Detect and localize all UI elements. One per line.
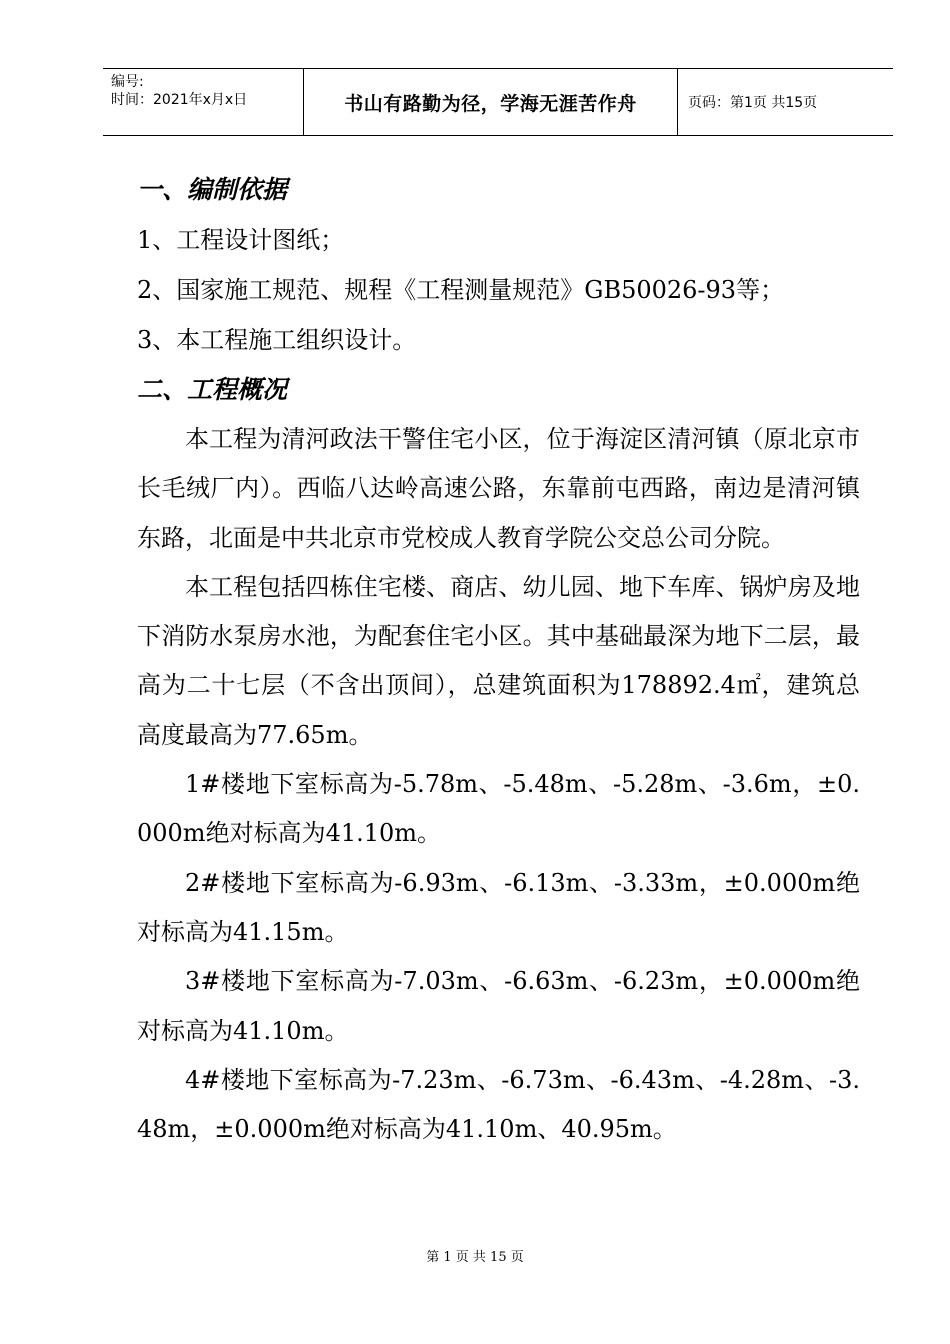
overview-paragraph-location: 本工程为清河政法干警住宅小区，位于海淀区清河镇（原北京市长毛绒厂内）。西临八达岭高速公路，东靠前屯西路，南边是清河镇东路，北面是中共北京市党校成人教育学院公交总公司分院。 — [137, 425, 860, 552]
basis-item-3: 3、本工程施工组织设计。 — [137, 326, 417, 354]
section-heading-basis: 一、编制依据 — [137, 175, 288, 204]
header-motto: 书山有路勤为径，学海无涯苦作舟 — [304, 69, 678, 135]
basis-item-1: 1、工程设计图纸； — [137, 226, 345, 254]
header-table — [103, 68, 893, 136]
document-time-label: 时间：2021年x月x日 — [111, 92, 248, 108]
overview-paragraph-scope: 本工程包括四栋住宅楼、商店、幼儿园、地下车库、锅炉房及地下消防水泵房水池，为配套住宅小区。其中基础最深为地下二层，最高为二十七层（不含出顶间），总建筑面积为178892.4㎡，建筑总高度最高为77.65m。 — [137, 572, 860, 749]
overview-paragraph-building-4: 4#楼地下室标高为-7.23m、-6.73m、-6.43m、-4.28m、-3.48m，±0.000m绝对标高为41.10m、40.95m。 — [137, 1065, 860, 1144]
section-heading-overview: 二、工程概况 — [137, 375, 288, 404]
overview-paragraph-building-1: 1#楼地下室标高为-5.78m、-5.48m、-5.28m、-3.6m，±0.000m绝对标高为41.10m。 — [137, 770, 860, 848]
overview-paragraph-building-2: 2#楼地下室标高为-6.93m、-6.13m、-3.33m，±0.000m绝对标高为41.15m。 — [137, 868, 860, 946]
header-page-label: 页码：第1页 共15页 — [688, 95, 818, 111]
header-left-cell — [103, 69, 304, 135]
document-body — [137, 165, 860, 1154]
page-footer: 第 1 页 共 15 页 — [426, 1250, 524, 1265]
basis-item-2: 2、国家施工规范、规程《工程测量规范》GB50026-93等； — [137, 276, 785, 304]
overview-paragraph-building-3: 3#楼地下室标高为-7.03m、-6.63m、-6.23m，±0.000m绝对标高为41.10m。 — [137, 967, 860, 1045]
document-number-label: 编号: — [111, 74, 144, 90]
